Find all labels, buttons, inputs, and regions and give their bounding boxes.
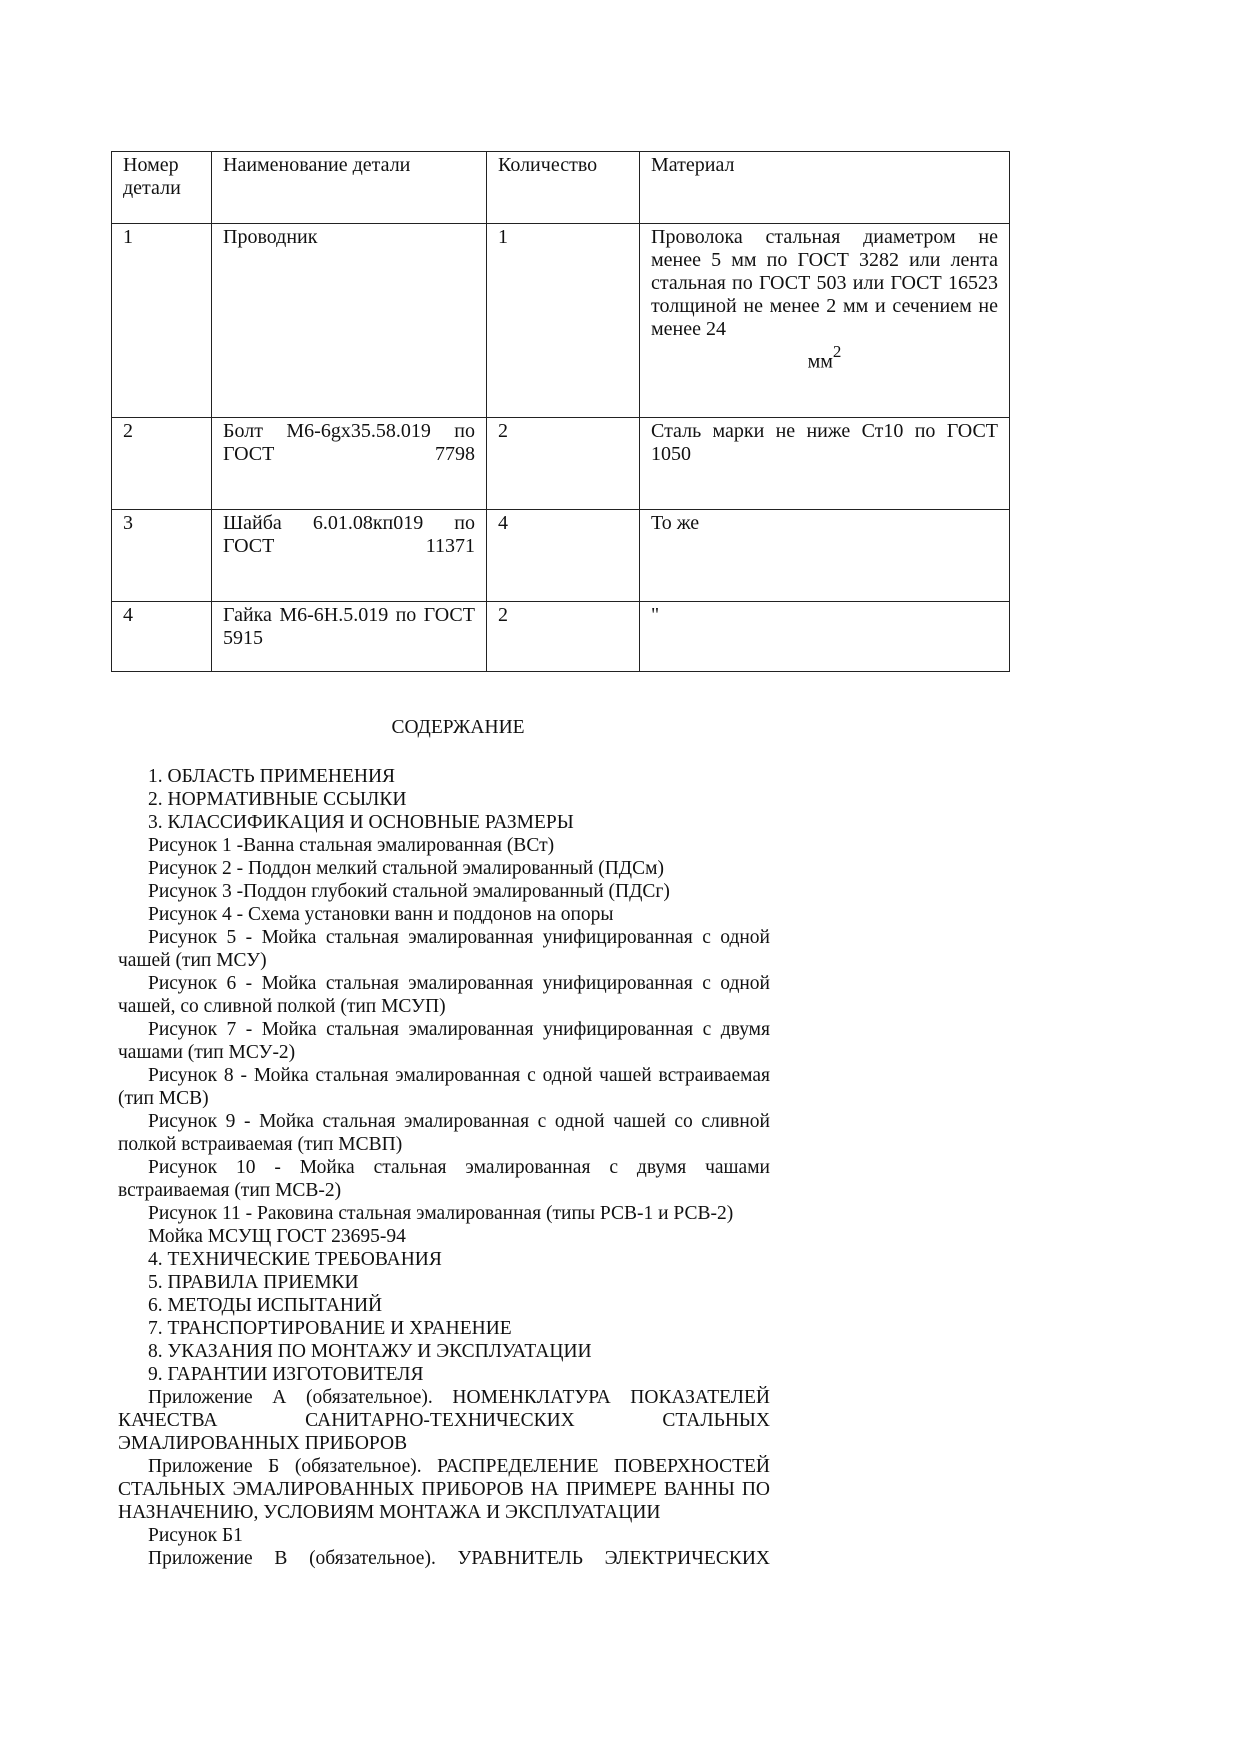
material-unit <box>651 343 998 374</box>
parts-table <box>111 151 1010 672</box>
toc-item[interactable]: 7. ТРАНСПОРТИРОВАНИЕ И ХРАНЕНИЕ <box>148 1318 512 1339</box>
toc-item[interactable]: 1. ОБЛАСТЬ ПРИМЕНЕНИЯ <box>148 766 396 787</box>
toc-item[interactable]: Приложение А (обязательное). НОМЕНКЛАТУРА ПОКАЗАТЕЛЕЙ КАЧЕСТВА САНИТАРНО-ТЕХНИЧЕСКИХ СТАЛЬНЫХ ЭМАЛИРОВАННЫХ ПРИБОРОВ <box>118 1387 770 1454</box>
part-quantity: 2 <box>487 602 640 672</box>
part-quantity: 4 <box>487 510 640 602</box>
toc-item[interactable]: Рисунок 11 - Раковина стальная эмалированная (типы РСВ-1 и РСВ-2) <box>148 1203 734 1224</box>
toc-item[interactable]: Приложение В (обязательное). УРАВНИТЕЛЬ ЭЛЕКТРИЧЕСКИХ <box>148 1548 770 1569</box>
toc-item[interactable]: 9. ГАРАНТИИ ИЗГОТОВИТЕЛЯ <box>148 1364 424 1385</box>
toc-item[interactable]: 2. НОРМАТИВНЫЕ ССЫЛКИ <box>148 789 407 810</box>
table-header-row <box>112 152 1010 224</box>
part-material: Сталь марки не ниже Ст10 по ГОСТ 1050 <box>640 418 1010 510</box>
header-cell: Номер детали <box>112 152 212 224</box>
unit-superscript: 2 <box>832 342 842 361</box>
table-row <box>112 418 1010 510</box>
part-material: " <box>640 602 1010 672</box>
toc-item[interactable]: 8. УКАЗАНИЯ ПО МОНТАЖУ И ЭКСПЛУАТАЦИИ <box>148 1341 592 1362</box>
part-quantity: 2 <box>487 418 640 510</box>
part-name: Гайка М6-6Н.5.019 по ГОСТ 5915 <box>212 602 487 672</box>
toc-item[interactable]: Рисунок 2 - Поддон мелкий стальной эмалированный (ПДСм) <box>148 858 664 879</box>
toc-item[interactable]: 5. ПРАВИЛА ПРИЕМКИ <box>148 1272 359 1293</box>
toc-item[interactable]: Рисунок 6 - Мойка стальная эмалированная унифицированная с одной чашей, со сливной полкой (тип МСУП) <box>118 973 770 1017</box>
toc-item[interactable]: Рисунок 9 - Мойка стальная эмалированная с одной чашей со сливной полкой встраиваемая (тип МСВП) <box>118 1111 770 1155</box>
part-number: 1 <box>112 224 212 418</box>
part-material <box>640 224 1010 418</box>
material-text: Проволока стальная диаметром не менее 5 мм по ГОСТ 3282 или лента стальная по ГОСТ 503 или ГОСТ 16523 толщиной не менее 2 мм и сечением не менее 24 <box>651 226 998 340</box>
toc-item[interactable]: Рисунок 1 -Ванна стальная эмалированная (ВСт) <box>148 835 555 856</box>
table-row <box>112 510 1010 602</box>
toc-item[interactable]: Рисунок 7 - Мойка стальная эмалированная унифицированная с двумя чашами (тип МСУ-2) <box>118 1019 770 1063</box>
contents-title: СОДЕРЖАНИЕ <box>391 717 525 738</box>
table-row <box>112 224 1010 418</box>
toc-item[interactable]: 6. МЕТОДЫ ИСПЫТАНИЙ <box>148 1295 383 1316</box>
toc-list <box>118 765 770 1570</box>
toc-item[interactable]: Рисунок 4 - Схема установки ванн и поддонов на опоры <box>148 904 614 925</box>
header-cell: Наименование детали <box>212 152 487 224</box>
part-name: Шайба 6.01.08кп019 по ГОСТ 11371 <box>212 510 487 602</box>
part-number: 2 <box>112 418 212 510</box>
toc-item[interactable]: Рисунок 3 -Поддон глубокий стальной эмалированный (ПДСг) <box>148 881 670 902</box>
toc-item[interactable]: Рисунок Б1 <box>148 1525 243 1546</box>
toc-item[interactable]: Приложение Б (обязательное). РАСПРЕДЕЛЕНИЕ ПОВЕРХНОСТЕЙ СТАЛЬНЫХ ЭМАЛИРОВАННЫХ ПРИБОРОВ НА ПРИМЕРЕ ВАННЫ ПО НАЗНАЧЕНИЮ, УСЛОВИЯМ МОНТАЖА И ЭКСПЛУАТАЦИИ <box>118 1456 770 1523</box>
part-name: Болт М6-6gх35.58.019 по ГОСТ 7798 <box>212 418 487 510</box>
part-number: 4 <box>112 602 212 672</box>
header-cell: Количество <box>487 152 640 224</box>
table-of-contents <box>118 716 770 1570</box>
toc-item[interactable]: 4. ТЕХНИЧЕСКИЕ ТРЕБОВАНИЯ <box>148 1249 442 1270</box>
part-number: 3 <box>112 510 212 602</box>
toc-item[interactable]: 3. КЛАССИФИКАЦИЯ И ОСНОВНЫЕ РАЗМЕРЫ <box>148 812 574 833</box>
table-row <box>112 602 1010 672</box>
toc-item[interactable]: Рисунок 5 - Мойка стальная эмалированная унифицированная с одной чашей (тип МСУ) <box>118 927 770 971</box>
unit-text: мм <box>807 350 833 373</box>
toc-item[interactable]: Рисунок 8 - Мойка стальная эмалированная с одной чашей встраиваемая (тип МСВ) <box>118 1065 770 1109</box>
toc-item[interactable]: Рисунок 10 - Мойка стальная эмалированная с двумя чашами встраиваемая (тип МСВ-2) <box>118 1157 770 1201</box>
part-material: То же <box>640 510 1010 602</box>
part-quantity: 1 <box>487 224 640 418</box>
part-name: Проводник <box>212 224 487 418</box>
toc-item[interactable]: Мойка МСУЩ ГОСТ 23695-94 <box>148 1226 406 1247</box>
header-cell: Материал <box>640 152 1010 224</box>
